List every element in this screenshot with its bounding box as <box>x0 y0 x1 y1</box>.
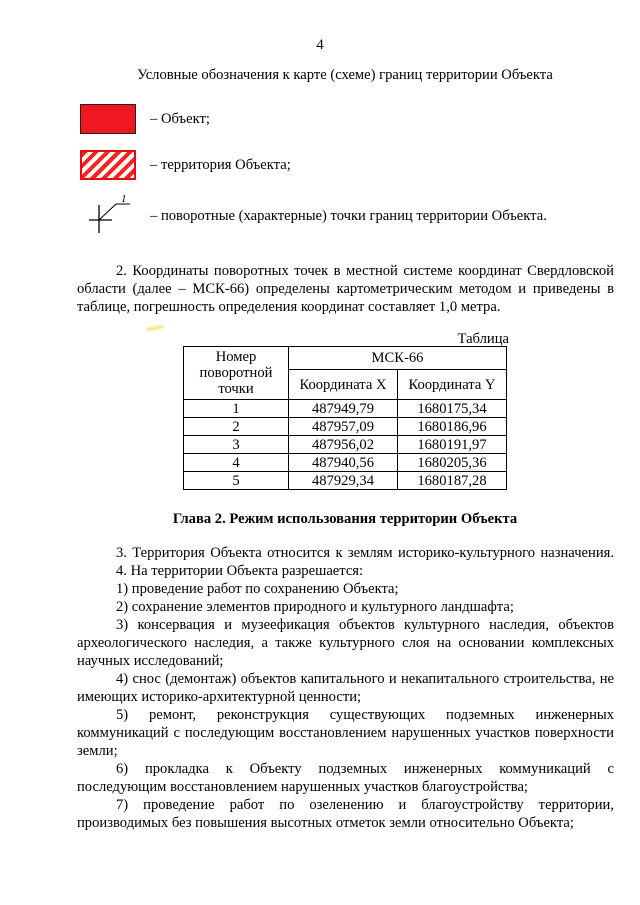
coordinates-table <box>183 346 507 490</box>
cell-x: 487956,02 <box>289 436 398 454</box>
turning-point-mark-icon <box>88 195 138 239</box>
cell-x: 487940,56 <box>289 454 398 472</box>
cell-number: 1 <box>184 400 289 418</box>
paragraph-2 <box>77 262 614 316</box>
paragraph-text: 2. Координаты поворотных точек в местной системе координат Свердловской области (далее – МСК-66) определены картометрическим методом и приведены в таблице, погрешность определения координат составляет 1,0 метра. <box>77 263 614 315</box>
item-4-5: 5) ремонт, реконструкция существующих подземных инженерных коммуникаций с последующим восстановлением нарушенных участков поверхности земли; <box>77 707 614 759</box>
item-4-7: 7) проведение работ по озеленению и благоустройству территории, производимых без повышения высотных отметок земли относительно Объекта; <box>77 797 614 831</box>
legend-item-text: – поворотные (характерные) точки границ территории Объекта. <box>150 208 547 224</box>
cell-y: 1680175,34 <box>398 400 507 418</box>
legend-title: Условные обозначения к карте (схеме) границ территории Объекта <box>137 67 553 83</box>
turning-point-icon <box>80 195 136 231</box>
legend-item-object <box>80 104 210 134</box>
header-msk66: МСК-66 <box>289 347 507 370</box>
header-y: Координата Y <box>398 370 507 400</box>
table-row <box>184 472 507 490</box>
yellow-mark <box>146 324 164 332</box>
legend-item-turning-point <box>80 195 547 231</box>
cell-y: 1680191,97 <box>398 436 507 454</box>
cell-number: 5 <box>184 472 289 490</box>
cell-y: 1680186,96 <box>398 418 507 436</box>
cell-x: 487929,34 <box>289 472 398 490</box>
header-point-number: Номер поворотной точки <box>184 347 289 400</box>
chapter-title: Глава 2. Режим использования территории Объекта <box>172 511 518 527</box>
table-row <box>184 454 507 472</box>
page-number: 4 <box>316 37 324 53</box>
point-label: 1 <box>121 195 127 205</box>
cell-y: 1680187,28 <box>398 472 507 490</box>
header-x: Координата X <box>289 370 398 400</box>
cell-number: 4 <box>184 454 289 472</box>
item-4: 4. На территории Объекта разрешается: <box>116 563 364 579</box>
cell-y: 1680205,36 <box>398 454 507 472</box>
object-symbol-icon <box>80 104 136 134</box>
chapter-body <box>77 544 614 832</box>
cell-number: 2 <box>184 418 289 436</box>
table-caption: Таблица <box>457 331 509 347</box>
item-4-2: 2) сохранение элементов природного и культурного ландшафта; <box>116 599 514 615</box>
territory-hatch-icon <box>80 150 136 180</box>
table-row <box>184 400 507 418</box>
item-3: 3. Территория Объекта относится к землям историко-культурного назначения. <box>116 545 614 561</box>
cell-x: 487957,09 <box>289 418 398 436</box>
legend-item-territory <box>80 150 291 180</box>
item-4-1: 1) проведение работ по сохранению Объекта; <box>116 581 399 597</box>
legend-item-text: – Объект; <box>150 111 210 127</box>
legend-item-text: – территория Объекта; <box>150 157 291 173</box>
item-4-4: 4) снос (демонтаж) объектов капитального и некапитального строительства, не имеющих историко-архитектурной ценности; <box>77 671 614 705</box>
cell-x: 487949,79 <box>289 400 398 418</box>
item-4-3: 3) консервация и музеефикация объектов культурного наследия, объектов археологического наследия, а также культурного слоя на основании комплексных научных исследований; <box>77 617 614 669</box>
item-4-6: 6) прокладка к Объекту подземных инженерных коммуникаций с последующим восстановлением нарушенных участков благоустройства; <box>77 761 614 795</box>
table-row <box>184 436 507 454</box>
table-row <box>184 418 507 436</box>
cell-number: 3 <box>184 436 289 454</box>
